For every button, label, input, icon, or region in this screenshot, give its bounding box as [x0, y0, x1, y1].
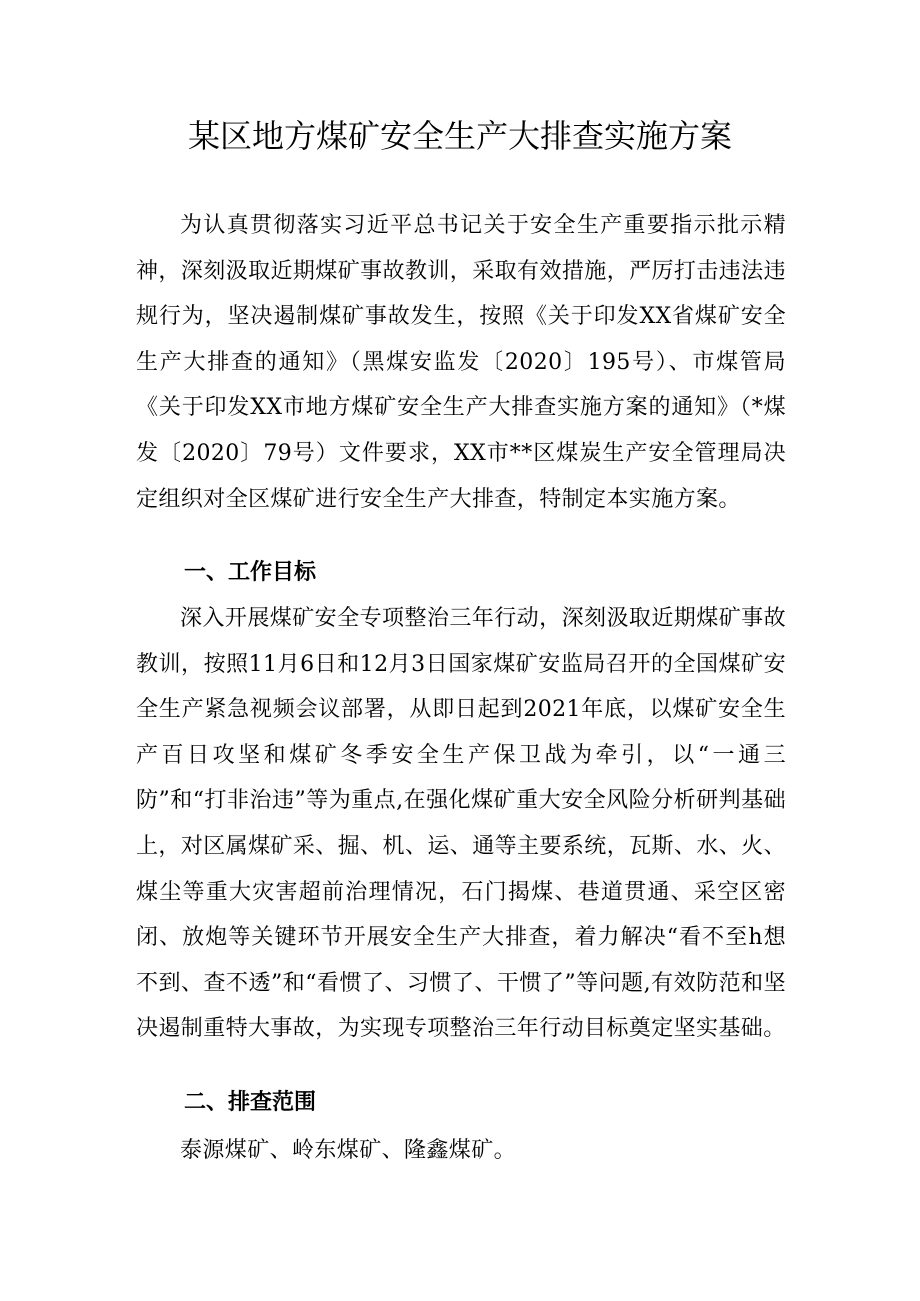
document-title: 某区地方煤矿安全生产大排查实施方案 — [187, 117, 732, 155]
scope-paragraph: 泰源煤矿、岭东煤矿、隆鑫煤矿。 — [180, 1138, 517, 1163]
intro-paragraph: 为认真贯彻落实习近平总书记关于安全生产重要指示批示精神，深刻汲取近期煤矿事故教训，采取有效措施，严厉打击违法违规行为，坚决遏制煤矿事故发生，按照《关于印发XX省煤矿安全生产大排查的通知》（黑煤安监发〔2020〕195号）、市煤管局《关于印发XX市地方煤矿安全生产大排查实施方案的通知》（*煤发〔2020〕79号）文件要求，XX市**区煤炭生产安全管理局决定组织对全区煤矿进行安全生产大排查，特制定本实施方案。 — [136, 213, 786, 512]
section-heading-goals: 一、工作目标 — [184, 560, 317, 585]
section-heading-scope: 二、排查范围 — [184, 1090, 317, 1115]
goals-paragraph: 深入开展煤矿安全专项整治三年行动，深刻汲取近期煤矿事故教训，按照11月6日和12月3日国家煤矿安监局召开的全国煤矿安全生产紧急视频会议部署，从即日起到2021年底，以煤矿安全生产百日攻坚和煤矿冬季安全生产保卫战为牵引，以“一通三防”和“打非治违”等为重点,在强化煤矿重大安全风险分析研判基础上，对区属煤矿采、掘、机、运、通等主要系统，瓦斯、水、火、煤尘等重大灾害超前治理情况，石门揭煤、巷道贯通、采空区密闭、放炮等关键环节开展安全生产大排查，着力解决“看不至h想不到、查不透”和“看惯了、习惯了、干惯了”等问题,有效防范和坚决遏制重特大事故，为实现专项整治三年行动目标奠定坚实基础。 — [136, 606, 786, 1042]
